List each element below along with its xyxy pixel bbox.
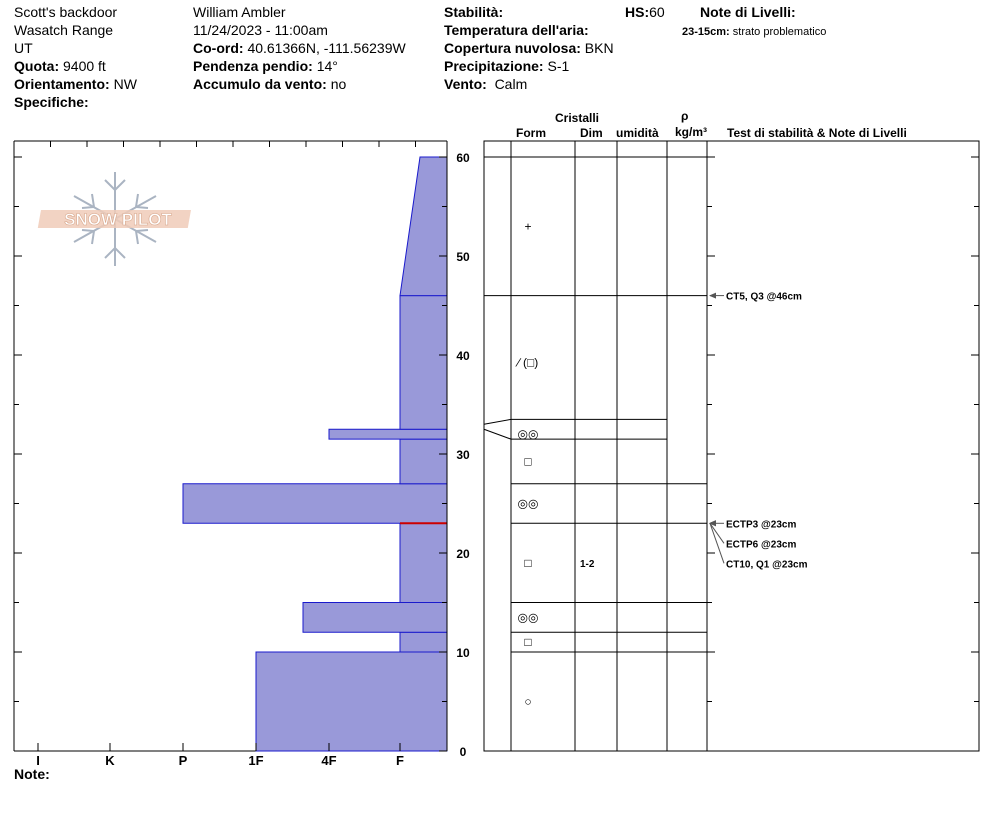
sky-label: Copertura nuvolosa: xyxy=(444,40,581,56)
test-label: CT5, Q3 @46cm xyxy=(726,291,802,303)
aspect-value: NW xyxy=(113,76,137,92)
aspect-label: Orientamento: xyxy=(14,76,110,92)
range-name: Wasatch Range xyxy=(14,22,114,38)
rho-header: ρ xyxy=(681,109,689,123)
layer-connector xyxy=(484,419,511,424)
y-tick-label: 0 xyxy=(459,745,467,759)
wind-label: Vento: xyxy=(444,76,487,92)
specifics-label: Specifiche: xyxy=(14,94,89,110)
hardness-bar xyxy=(400,439,447,484)
test-arrow-line xyxy=(710,523,724,543)
hardness-bar xyxy=(329,429,447,439)
test-label: ECTP6 @23cm xyxy=(726,539,797,551)
state-name: UT xyxy=(14,40,33,56)
layer-note-text: strato problematico xyxy=(732,26,827,38)
x-tick-label: 1F xyxy=(248,753,264,768)
size-header: Dim xyxy=(580,126,603,140)
stability-label: Stabilità: xyxy=(444,4,504,20)
sky-value: BKN xyxy=(584,40,614,56)
test-label: CT10, Q1 @23cm xyxy=(726,559,808,571)
hardness-bar xyxy=(303,603,447,633)
hardness-bar xyxy=(400,157,447,296)
layer-table-frame xyxy=(484,141,979,751)
hs-value: 60 xyxy=(649,4,665,20)
moisture-header: umidità xyxy=(616,126,659,140)
slope-value: 14° xyxy=(316,58,338,74)
y-tick-label: 40 xyxy=(456,349,470,363)
x-tick-label: K xyxy=(105,753,115,768)
grain-form-symbol: □ xyxy=(524,635,532,650)
hs-label: HS: xyxy=(625,4,650,20)
precip-value: S-1 xyxy=(547,58,570,74)
test-label: ECTP3 @23cm xyxy=(726,519,797,531)
y-tick-label: 10 xyxy=(456,646,470,660)
wind-value: Calm xyxy=(494,76,528,92)
y-tick-label: 60 xyxy=(456,151,470,165)
test-arrow-head xyxy=(709,293,716,299)
tests-header: Test di stabilità & Note di Livelli xyxy=(727,126,907,140)
x-tick-label: 4F xyxy=(321,753,337,768)
hardness-bar xyxy=(183,484,447,524)
x-tick-label: F xyxy=(396,753,404,768)
slope-label: Pendenza pendio: xyxy=(193,58,313,74)
grain-form-symbol: □ xyxy=(524,454,532,469)
wind-loading-label: Accumulo da vento: xyxy=(193,76,327,92)
hardness-bar xyxy=(400,632,447,652)
stability-tests xyxy=(709,292,808,571)
grain-form-symbol: ◎◎ xyxy=(517,427,539,442)
hardness-bar xyxy=(400,296,447,430)
form-header: Form xyxy=(516,126,546,140)
layer-notes-title: Note di Livelli: xyxy=(700,4,796,20)
snowpilot-logo xyxy=(38,172,191,266)
logo-text: SNOW PILOT xyxy=(64,210,172,229)
density-unit-header: kg/m³ xyxy=(675,125,708,139)
y-axis xyxy=(14,141,979,759)
crystals-header: Cristalli xyxy=(555,111,600,125)
air-temp-label: Temperatura dell'aria: xyxy=(444,22,589,38)
grain-form-symbol: ◎◎ xyxy=(517,610,539,625)
precip-label: Precipitazione: xyxy=(444,58,544,74)
layer-connector xyxy=(484,429,511,439)
observer-name: William Ambler xyxy=(193,4,286,20)
site-name: Scott's backdoor xyxy=(14,4,118,20)
wind-loading-value: no xyxy=(330,76,347,92)
grain-form-symbol: ◎◎ xyxy=(517,496,539,511)
y-tick-label: 20 xyxy=(456,547,470,561)
notes-label: Note: xyxy=(14,766,50,782)
observation-datetime: 11/24/2023 - 11:00am xyxy=(193,22,328,38)
y-tick-label: 30 xyxy=(456,448,470,462)
hardness-bar xyxy=(256,652,447,751)
x-tick-label: P xyxy=(178,753,188,768)
test-arrow-head xyxy=(709,520,716,526)
grain-size-label: 1-2 xyxy=(580,558,595,570)
grain-form-symbol: □ xyxy=(524,555,532,570)
coords-label: Co-ord: xyxy=(193,40,244,56)
y-tick-label: 50 xyxy=(456,250,470,264)
layer-note-range: 23-15cm: xyxy=(682,26,730,38)
elevation-label: Quota: xyxy=(14,58,60,74)
x-tick-label: I xyxy=(36,753,40,768)
grain-form-symbol: + xyxy=(524,219,532,234)
grain-form-symbol: ∕ (□) xyxy=(517,355,539,370)
layer-rows xyxy=(484,157,707,709)
coords-value: 40.61366N, -111.56239W xyxy=(247,40,406,56)
grain-form-symbol: ○ xyxy=(524,694,532,709)
test-arrow-line xyxy=(710,523,724,563)
hardness-bar xyxy=(400,523,447,602)
elevation-value: 9400 ft xyxy=(63,58,106,74)
hardness-bars xyxy=(183,157,447,751)
